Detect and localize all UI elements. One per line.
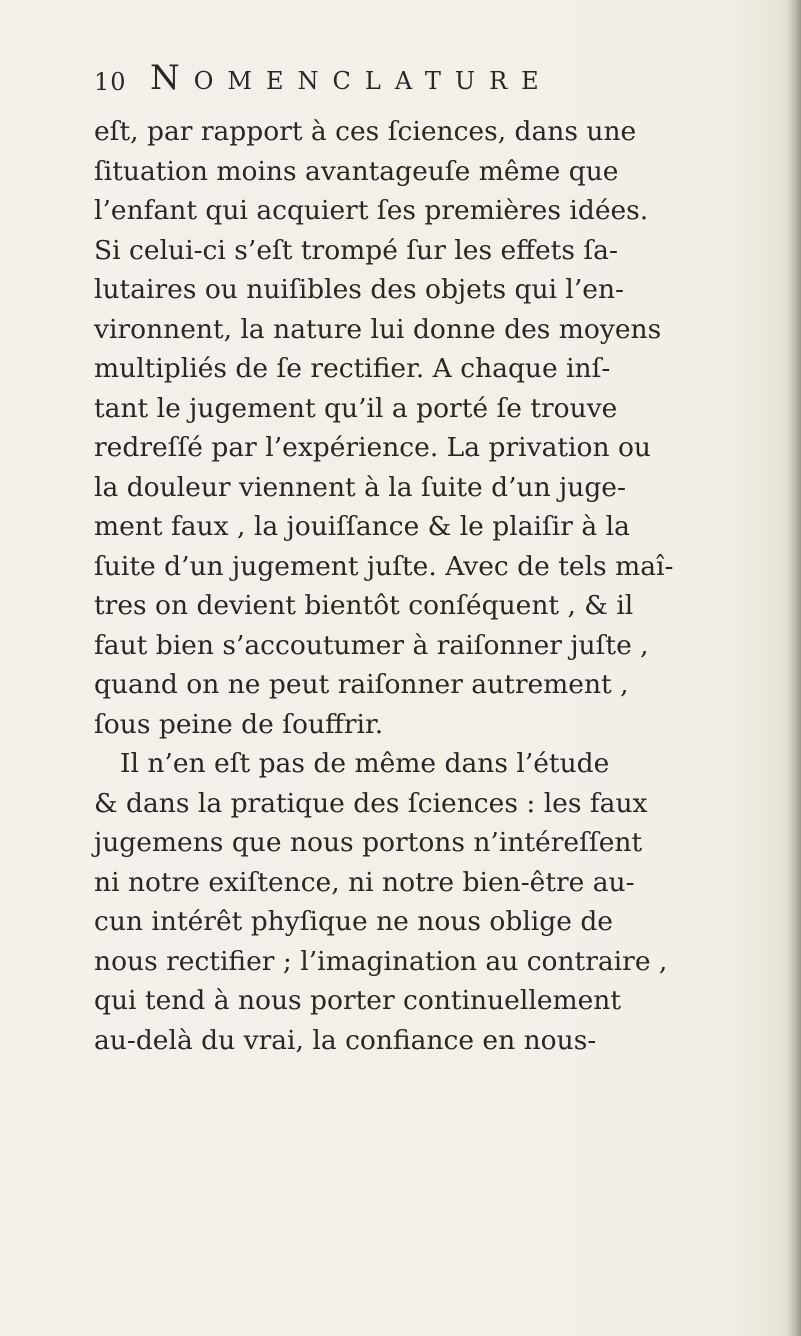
text-line: ſous peine de ſouffrir.	[94, 708, 384, 740]
page-title: Nomenclature	[150, 58, 553, 98]
text-line: nous rectifier ; l’imagination au contraire ,	[94, 945, 668, 977]
text-line: faut bien s’accoutumer à raiſonner juſte ,	[94, 629, 649, 661]
text-line: la douleur viennent à la ſuite d’un juge-	[94, 471, 626, 503]
text-line: l’enfant qui acquiert ſes premières idées.	[94, 195, 649, 226]
text-line: au-delà du vrai, la confiance en nous-	[94, 1024, 597, 1056]
text-line: ni notre exiſtence, ni notre bien-être au-	[94, 866, 635, 898]
text-line: qui tend à nous porter continuellement	[94, 985, 622, 1016]
paragraph-start-line: Il n’en eſt pas de même dans l’étude	[120, 748, 610, 779]
text-line: redreſſé par l’expérience. La privation ou	[94, 432, 651, 463]
text-line: cun intérêt phyſique ne nous oblige de	[94, 906, 613, 937]
page-edge-shadow	[787, 0, 801, 1336]
text-line: lutaires ou nuiſibles des objets qui l’en-	[94, 274, 625, 305]
text-line: quand on ne peut raiſonner autrement ,	[94, 669, 629, 700]
text-line: & dans la pratique des ſciences : les faux	[94, 787, 648, 819]
body-text	[94, 112, 754, 1060]
text-line: vironnent, la nature lui donne des moyens	[94, 313, 662, 345]
text-line: multipliés de ſe rectifier. A chaque inſ-	[94, 353, 611, 384]
text-line: ſituation moins avantageuſe même que	[94, 155, 619, 187]
running-head	[94, 58, 734, 104]
text-line: Si celui-ci s’eſt trompé ſur les effets ſa-	[94, 234, 618, 266]
text-line: tres on devient bientôt conſéquent , & il	[94, 590, 634, 621]
text-line: ment faux , la jouiſſance & le plaiſir à la	[94, 511, 630, 542]
text-line: jugemens que nous portons n’intéreſſent	[94, 827, 643, 858]
text-line: ſuite d’un jugement juſte. Avec de tels maî-	[94, 550, 674, 582]
page-number: 10	[94, 68, 127, 96]
text-line: eſt, par rapport à ces ſciences, dans une	[94, 116, 637, 147]
text-line: tant le jugement qu’il a porté ſe trouve	[94, 392, 618, 424]
